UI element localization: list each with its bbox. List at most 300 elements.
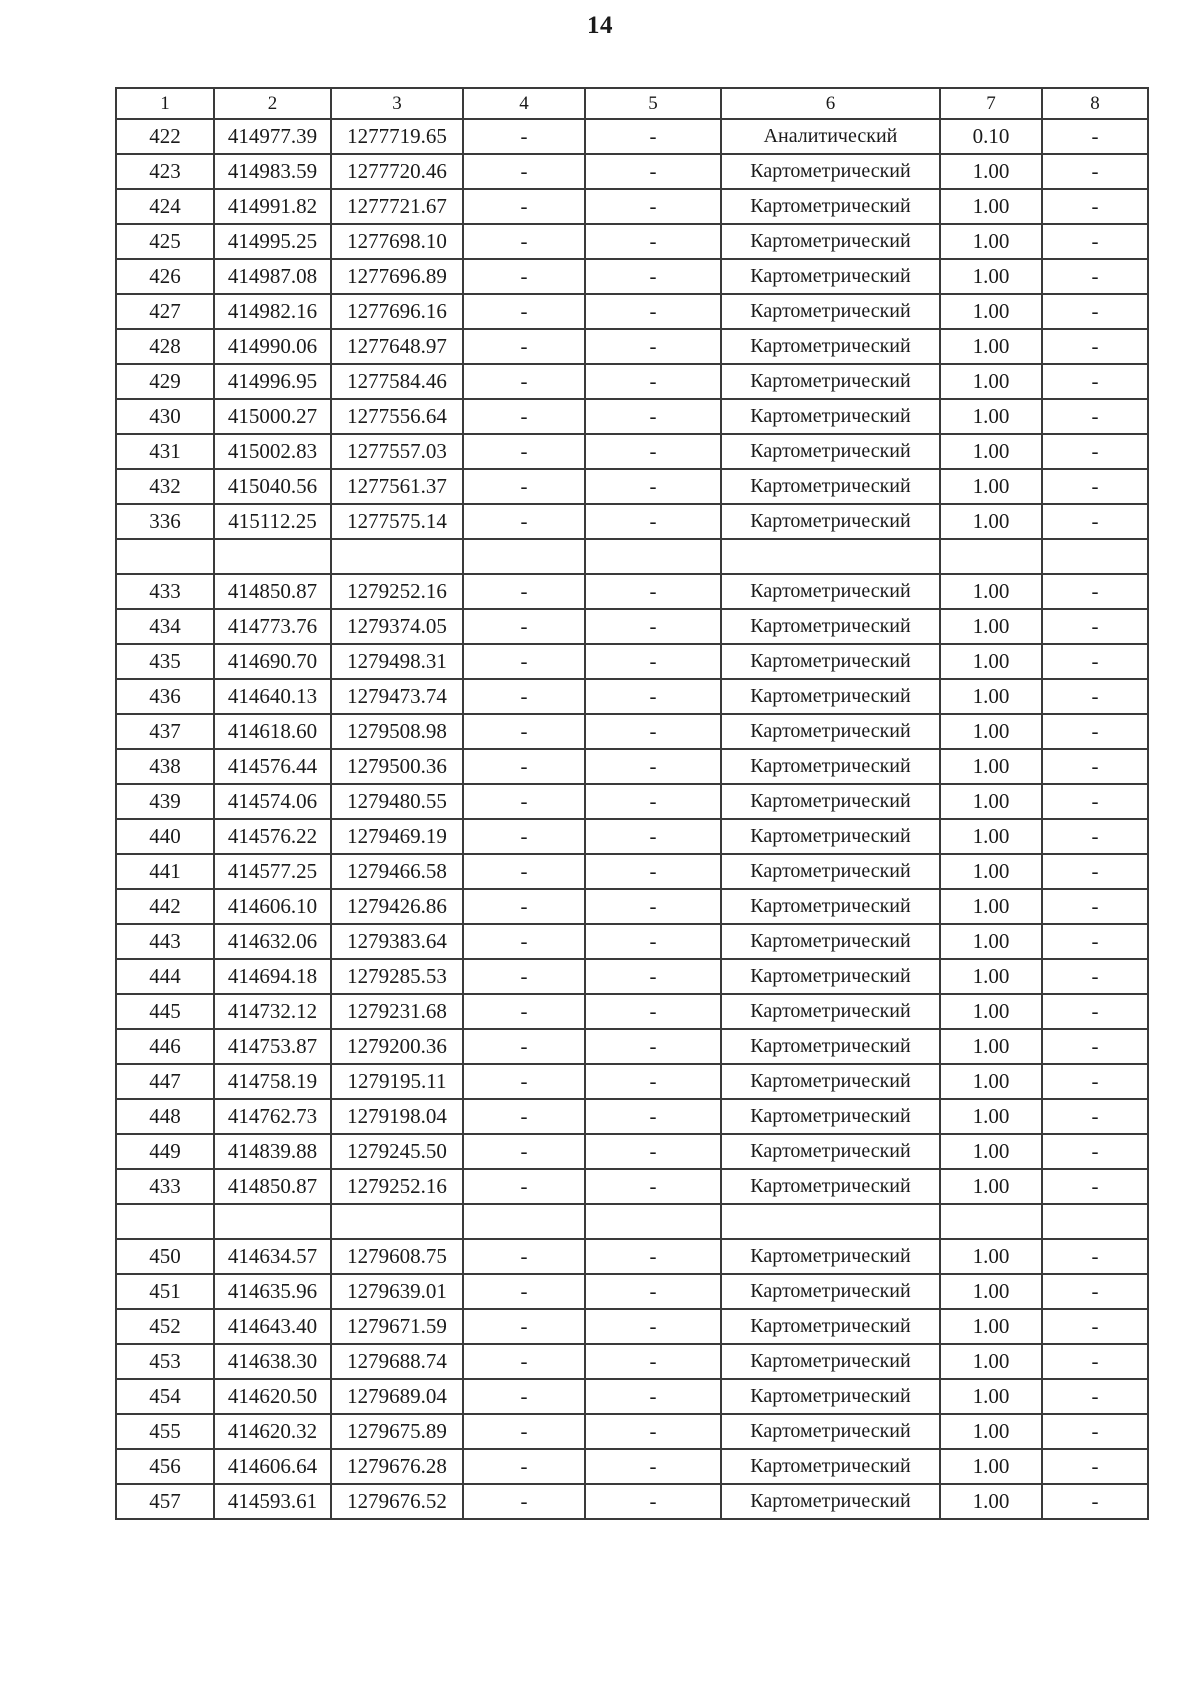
column-5-cell: - xyxy=(585,1064,721,1099)
method-cell: Картометрический xyxy=(721,1064,940,1099)
table-row xyxy=(116,714,1148,749)
point-number-cell: 425 xyxy=(116,224,214,259)
x-coordinate-cell: 414618.60 xyxy=(214,714,331,749)
column-5-cell: - xyxy=(585,119,721,154)
accuracy-cell: 1.00 xyxy=(940,294,1042,329)
y-coordinate-cell: 1277696.89 xyxy=(331,259,463,294)
column-8-cell: - xyxy=(1042,1239,1148,1274)
table-row xyxy=(116,1169,1148,1204)
method-cell: Картометрический xyxy=(721,679,940,714)
x-coordinate-cell: 414753.87 xyxy=(214,1029,331,1064)
x-coordinate-cell: 414632.06 xyxy=(214,924,331,959)
column-4-cell: - xyxy=(463,259,585,294)
column-5-cell: - xyxy=(585,1344,721,1379)
method-cell: Картометрический xyxy=(721,819,940,854)
accuracy-cell: 1.00 xyxy=(940,1099,1042,1134)
x-coordinate-cell: 414638.30 xyxy=(214,1344,331,1379)
method-cell: Аналитический xyxy=(721,119,940,154)
y-coordinate-cell: 1279608.75 xyxy=(331,1239,463,1274)
x-coordinate-cell: 415000.27 xyxy=(214,399,331,434)
point-number-cell: 444 xyxy=(116,959,214,994)
point-number-cell: 431 xyxy=(116,434,214,469)
column-5-cell: - xyxy=(585,819,721,854)
column-8-cell: - xyxy=(1042,1274,1148,1309)
column-4-cell: - xyxy=(463,1099,585,1134)
column-8-cell: - xyxy=(1042,1484,1148,1519)
method-cell: Картометрический xyxy=(721,994,940,1029)
method-cell: Картометрический xyxy=(721,1449,940,1484)
x-coordinate-cell: 414850.87 xyxy=(214,574,331,609)
column-8-cell xyxy=(1042,1204,1148,1239)
accuracy-cell: 1.00 xyxy=(940,889,1042,924)
point-number-cell: 451 xyxy=(116,1274,214,1309)
point-number-cell: 429 xyxy=(116,364,214,399)
table-row xyxy=(116,1064,1148,1099)
column-8-cell: - xyxy=(1042,1169,1148,1204)
method-cell: Картометрический xyxy=(721,854,940,889)
column-8-cell: - xyxy=(1042,644,1148,679)
x-coordinate-cell: 414577.25 xyxy=(214,854,331,889)
column-5-cell xyxy=(585,1204,721,1239)
method-cell: Картометрический xyxy=(721,959,940,994)
table-row xyxy=(116,1029,1148,1064)
method-cell: Картометрический xyxy=(721,1169,940,1204)
y-coordinate-cell: 1279508.98 xyxy=(331,714,463,749)
method-cell: Картометрический xyxy=(721,1484,940,1519)
column-8-cell: - xyxy=(1042,1379,1148,1414)
method-cell: Картометрический xyxy=(721,714,940,749)
column-8-cell: - xyxy=(1042,469,1148,504)
method-cell: Картометрический xyxy=(721,469,940,504)
column-4-cell: - xyxy=(463,1239,585,1274)
column-4-cell: - xyxy=(463,1029,585,1064)
point-number-cell: 426 xyxy=(116,259,214,294)
column-8-cell: - xyxy=(1042,189,1148,224)
x-coordinate-cell: 414991.82 xyxy=(214,189,331,224)
column-5-cell: - xyxy=(585,749,721,784)
column-8-cell: - xyxy=(1042,784,1148,819)
column-4-cell: - xyxy=(463,294,585,329)
accuracy-cell: 1.00 xyxy=(940,959,1042,994)
column-8-cell: - xyxy=(1042,749,1148,784)
accuracy-cell: 1.00 xyxy=(940,644,1042,679)
column-4-cell: - xyxy=(463,329,585,364)
x-coordinate-cell: 414634.57 xyxy=(214,1239,331,1274)
method-cell: Картометрический xyxy=(721,1274,940,1309)
method-cell: Картометрический xyxy=(721,749,940,784)
point-number-cell: 447 xyxy=(116,1064,214,1099)
column-5-cell: - xyxy=(585,609,721,644)
accuracy-cell: 1.00 xyxy=(940,749,1042,784)
method-cell: Картометрический xyxy=(721,574,940,609)
column-4-cell: - xyxy=(463,434,585,469)
point-number-cell: 428 xyxy=(116,329,214,364)
point-number-cell: 442 xyxy=(116,889,214,924)
table-row xyxy=(116,1099,1148,1134)
method-cell: Картометрический xyxy=(721,1309,940,1344)
column-4-cell: - xyxy=(463,1414,585,1449)
column-8-cell: - xyxy=(1042,119,1148,154)
column-4-cell: - xyxy=(463,784,585,819)
column-5-cell: - xyxy=(585,1029,721,1064)
column-4-cell: - xyxy=(463,224,585,259)
accuracy-cell xyxy=(940,539,1042,574)
column-4-cell: - xyxy=(463,749,585,784)
method-cell: Картометрический xyxy=(721,924,940,959)
y-coordinate-cell: 1279639.01 xyxy=(331,1274,463,1309)
column-5-cell: - xyxy=(585,714,721,749)
column-8-cell: - xyxy=(1042,819,1148,854)
y-coordinate-cell: 1279198.04 xyxy=(331,1099,463,1134)
point-number-cell: 336 xyxy=(116,504,214,539)
column-4-cell: - xyxy=(463,364,585,399)
x-coordinate-cell: 414690.70 xyxy=(214,644,331,679)
table-row xyxy=(116,679,1148,714)
table-row xyxy=(116,1379,1148,1414)
y-coordinate-cell: 1279200.36 xyxy=(331,1029,463,1064)
method-cell: Картометрический xyxy=(721,189,940,224)
y-coordinate-cell: 1279500.36 xyxy=(331,749,463,784)
y-coordinate-cell: 1277720.46 xyxy=(331,154,463,189)
x-coordinate-cell: 414990.06 xyxy=(214,329,331,364)
accuracy-cell: 1.00 xyxy=(940,994,1042,1029)
method-cell: Картометрический xyxy=(721,434,940,469)
table-row xyxy=(116,574,1148,609)
point-number-cell: 445 xyxy=(116,994,214,1029)
table-row xyxy=(116,434,1148,469)
column-4-cell: - xyxy=(463,994,585,1029)
column-8-cell: - xyxy=(1042,434,1148,469)
column-header: 5 xyxy=(585,88,721,119)
column-8-cell: - xyxy=(1042,364,1148,399)
table-row xyxy=(116,504,1148,539)
page-number: 14 xyxy=(587,12,613,39)
accuracy-cell: 1.00 xyxy=(940,819,1042,854)
y-coordinate-cell: 1279252.16 xyxy=(331,574,463,609)
column-5-cell: - xyxy=(585,154,721,189)
column-8-cell: - xyxy=(1042,329,1148,364)
column-8-cell: - xyxy=(1042,1414,1148,1449)
table-row xyxy=(116,749,1148,784)
x-coordinate-cell: 414758.19 xyxy=(214,1064,331,1099)
column-header: 1 xyxy=(116,88,214,119)
column-5-cell: - xyxy=(585,364,721,399)
method-cell: Картометрический xyxy=(721,1239,940,1274)
column-8-cell: - xyxy=(1042,1134,1148,1169)
column-8-cell: - xyxy=(1042,1449,1148,1484)
column-4-cell: - xyxy=(463,854,585,889)
table-row xyxy=(116,609,1148,644)
column-5-cell: - xyxy=(585,469,721,504)
point-number-cell: 427 xyxy=(116,294,214,329)
y-coordinate-cell: 1277561.37 xyxy=(331,469,463,504)
column-8-cell: - xyxy=(1042,399,1148,434)
y-coordinate-cell: 1279245.50 xyxy=(331,1134,463,1169)
table-row xyxy=(116,119,1148,154)
column-8-cell: - xyxy=(1042,959,1148,994)
column-4-cell: - xyxy=(463,1274,585,1309)
method-cell: Картометрический xyxy=(721,294,940,329)
method-cell xyxy=(721,1204,940,1239)
x-coordinate-cell xyxy=(214,1204,331,1239)
method-cell: Картометрический xyxy=(721,1414,940,1449)
column-4-cell: - xyxy=(463,714,585,749)
column-8-cell: - xyxy=(1042,504,1148,539)
x-coordinate-cell: 414606.64 xyxy=(214,1449,331,1484)
accuracy-cell: 1.00 xyxy=(940,154,1042,189)
column-header: 4 xyxy=(463,88,585,119)
table-row xyxy=(116,259,1148,294)
accuracy-cell: 1.00 xyxy=(940,574,1042,609)
accuracy-cell: 1.00 xyxy=(940,1379,1042,1414)
method-cell: Картометрический xyxy=(721,259,940,294)
coordinates-table xyxy=(115,87,1149,1520)
x-coordinate-cell: 414576.44 xyxy=(214,749,331,784)
table-row xyxy=(116,1309,1148,1344)
table-row xyxy=(116,1239,1148,1274)
table-row xyxy=(116,189,1148,224)
column-5-cell: - xyxy=(585,1134,721,1169)
x-coordinate-cell: 414982.16 xyxy=(214,294,331,329)
y-coordinate-cell: 1279689.04 xyxy=(331,1379,463,1414)
accuracy-cell: 1.00 xyxy=(940,1274,1042,1309)
x-coordinate-cell: 414574.06 xyxy=(214,784,331,819)
table-row xyxy=(116,1484,1148,1519)
x-coordinate-cell: 414643.40 xyxy=(214,1309,331,1344)
table-row xyxy=(116,994,1148,1029)
column-5-cell xyxy=(585,539,721,574)
column-4-cell: - xyxy=(463,189,585,224)
accuracy-cell: 1.00 xyxy=(940,924,1042,959)
accuracy-cell: 1.00 xyxy=(940,399,1042,434)
column-4-cell: - xyxy=(463,1344,585,1379)
column-4-cell: - xyxy=(463,1484,585,1519)
point-number-cell: 435 xyxy=(116,644,214,679)
point-number-cell: 434 xyxy=(116,609,214,644)
column-5-cell: - xyxy=(585,1449,721,1484)
column-8-cell: - xyxy=(1042,1344,1148,1379)
column-5-cell: - xyxy=(585,1414,721,1449)
column-4-cell: - xyxy=(463,609,585,644)
point-number-cell: 454 xyxy=(116,1379,214,1414)
column-5-cell: - xyxy=(585,924,721,959)
y-coordinate-cell: 1277719.65 xyxy=(331,119,463,154)
point-number-cell: 432 xyxy=(116,469,214,504)
accuracy-cell: 1.00 xyxy=(940,1309,1042,1344)
method-cell: Картометрический xyxy=(721,329,940,364)
column-5-cell: - xyxy=(585,1309,721,1344)
column-4-cell: - xyxy=(463,154,585,189)
accuracy-cell: 1.00 xyxy=(940,784,1042,819)
y-coordinate-cell: 1279426.86 xyxy=(331,889,463,924)
table-row xyxy=(116,924,1148,959)
y-coordinate-cell: 1277696.16 xyxy=(331,294,463,329)
column-4-cell: - xyxy=(463,644,585,679)
x-coordinate-cell: 414732.12 xyxy=(214,994,331,1029)
point-number-cell: 455 xyxy=(116,1414,214,1449)
table-row xyxy=(116,399,1148,434)
y-coordinate-cell: 1279374.05 xyxy=(331,609,463,644)
accuracy-cell: 1.00 xyxy=(940,504,1042,539)
point-number-cell: 422 xyxy=(116,119,214,154)
accuracy-cell: 1.00 xyxy=(940,224,1042,259)
column-5-cell: - xyxy=(585,679,721,714)
point-number-cell: 430 xyxy=(116,399,214,434)
column-8-cell: - xyxy=(1042,714,1148,749)
accuracy-cell: 1.00 xyxy=(940,329,1042,364)
column-4-cell: - xyxy=(463,574,585,609)
table-row xyxy=(116,1414,1148,1449)
column-header: 8 xyxy=(1042,88,1148,119)
column-5-cell: - xyxy=(585,1484,721,1519)
y-coordinate-cell: 1279285.53 xyxy=(331,959,463,994)
table-row xyxy=(116,959,1148,994)
accuracy-cell: 1.00 xyxy=(940,1414,1042,1449)
method-cell: Картометрический xyxy=(721,1029,940,1064)
column-header: 7 xyxy=(940,88,1042,119)
column-5-cell: - xyxy=(585,1274,721,1309)
point-number-cell: 437 xyxy=(116,714,214,749)
point-number-cell: 433 xyxy=(116,1169,214,1204)
column-8-cell: - xyxy=(1042,154,1148,189)
column-4-cell: - xyxy=(463,1379,585,1414)
point-number-cell: 440 xyxy=(116,819,214,854)
column-5-cell: - xyxy=(585,294,721,329)
x-coordinate-cell: 414773.76 xyxy=(214,609,331,644)
method-cell: Картометрический xyxy=(721,504,940,539)
column-4-cell xyxy=(463,539,585,574)
accuracy-cell: 1.00 xyxy=(940,609,1042,644)
table-row xyxy=(116,294,1148,329)
x-coordinate-cell: 414593.61 xyxy=(214,1484,331,1519)
table-row xyxy=(116,154,1148,189)
point-number-cell: 453 xyxy=(116,1344,214,1379)
point-number-cell: 443 xyxy=(116,924,214,959)
point-number-cell: 449 xyxy=(116,1134,214,1169)
column-4-cell: - xyxy=(463,679,585,714)
method-cell: Картометрический xyxy=(721,644,940,679)
y-coordinate-cell: 1279466.58 xyxy=(331,854,463,889)
point-number-cell: 441 xyxy=(116,854,214,889)
table-body xyxy=(116,119,1148,1519)
x-coordinate-cell: 414762.73 xyxy=(214,1099,331,1134)
column-8-cell: - xyxy=(1042,1064,1148,1099)
column-8-cell: - xyxy=(1042,574,1148,609)
x-coordinate-cell: 414620.50 xyxy=(214,1379,331,1414)
column-4-cell: - xyxy=(463,1064,585,1099)
y-coordinate-cell: 1277648.97 xyxy=(331,329,463,364)
y-coordinate-cell: 1277584.46 xyxy=(331,364,463,399)
x-coordinate-cell: 414640.13 xyxy=(214,679,331,714)
point-number-cell: 457 xyxy=(116,1484,214,1519)
column-5-cell: - xyxy=(585,259,721,294)
y-coordinate-cell: 1277575.14 xyxy=(331,504,463,539)
accuracy-cell: 1.00 xyxy=(940,1484,1042,1519)
accuracy-cell: 1.00 xyxy=(940,364,1042,399)
method-cell: Картометрический xyxy=(721,1344,940,1379)
x-coordinate-cell: 414606.10 xyxy=(214,889,331,924)
column-4-cell: - xyxy=(463,889,585,924)
method-cell: Картометрический xyxy=(721,224,940,259)
point-number-cell: 423 xyxy=(116,154,214,189)
column-5-cell: - xyxy=(585,854,721,889)
method-cell: Картометрический xyxy=(721,889,940,924)
point-number-cell: 456 xyxy=(116,1449,214,1484)
y-coordinate-cell: 1279676.52 xyxy=(331,1484,463,1519)
column-4-cell: - xyxy=(463,1309,585,1344)
x-coordinate-cell: 414576.22 xyxy=(214,819,331,854)
point-number-cell: 450 xyxy=(116,1239,214,1274)
column-header: 6 xyxy=(721,88,940,119)
table-row xyxy=(116,329,1148,364)
method-cell: Картометрический xyxy=(721,1379,940,1414)
column-4-cell xyxy=(463,1204,585,1239)
column-8-cell: - xyxy=(1042,259,1148,294)
x-coordinate-cell xyxy=(214,539,331,574)
accuracy-cell: 1.00 xyxy=(940,1449,1042,1484)
y-coordinate-cell: 1279231.68 xyxy=(331,994,463,1029)
column-5-cell: - xyxy=(585,644,721,679)
x-coordinate-cell: 415040.56 xyxy=(214,469,331,504)
accuracy-cell: 1.00 xyxy=(940,469,1042,504)
column-8-cell: - xyxy=(1042,889,1148,924)
y-coordinate-cell: 1277721.67 xyxy=(331,189,463,224)
column-8-cell: - xyxy=(1042,1099,1148,1134)
point-number-cell: 424 xyxy=(116,189,214,224)
x-coordinate-cell: 414620.32 xyxy=(214,1414,331,1449)
point-number-cell xyxy=(116,1204,214,1239)
column-5-cell: - xyxy=(585,434,721,469)
column-8-cell: - xyxy=(1042,924,1148,959)
accuracy-cell: 0.10 xyxy=(940,119,1042,154)
table-row xyxy=(116,1344,1148,1379)
column-4-cell: - xyxy=(463,959,585,994)
table-row xyxy=(116,1204,1148,1239)
point-number-cell xyxy=(116,539,214,574)
column-5-cell: - xyxy=(585,1099,721,1134)
method-cell xyxy=(721,539,940,574)
column-8-cell: - xyxy=(1042,609,1148,644)
x-coordinate-cell: 415112.25 xyxy=(214,504,331,539)
y-coordinate-cell: 1279473.74 xyxy=(331,679,463,714)
column-8-cell: - xyxy=(1042,294,1148,329)
method-cell: Картометрический xyxy=(721,399,940,434)
table-row xyxy=(116,819,1148,854)
accuracy-cell: 1.00 xyxy=(940,1064,1042,1099)
accuracy-cell: 1.00 xyxy=(940,189,1042,224)
accuracy-cell: 1.00 xyxy=(940,714,1042,749)
point-number-cell: 452 xyxy=(116,1309,214,1344)
y-coordinate-cell xyxy=(331,539,463,574)
y-coordinate-cell: 1277698.10 xyxy=(331,224,463,259)
y-coordinate-cell: 1277556.64 xyxy=(331,399,463,434)
column-4-cell: - xyxy=(463,504,585,539)
y-coordinate-cell xyxy=(331,1204,463,1239)
x-coordinate-cell: 414839.88 xyxy=(214,1134,331,1169)
y-coordinate-cell: 1279498.31 xyxy=(331,644,463,679)
column-4-cell: - xyxy=(463,819,585,854)
header-row xyxy=(116,88,1148,119)
x-coordinate-cell: 414850.87 xyxy=(214,1169,331,1204)
method-cell: Картометрический xyxy=(721,609,940,644)
column-5-cell: - xyxy=(585,399,721,434)
y-coordinate-cell: 1279688.74 xyxy=(331,1344,463,1379)
accuracy-cell: 1.00 xyxy=(940,1029,1042,1064)
column-4-cell: - xyxy=(463,119,585,154)
y-coordinate-cell: 1279675.89 xyxy=(331,1414,463,1449)
column-5-cell: - xyxy=(585,889,721,924)
column-5-cell: - xyxy=(585,189,721,224)
